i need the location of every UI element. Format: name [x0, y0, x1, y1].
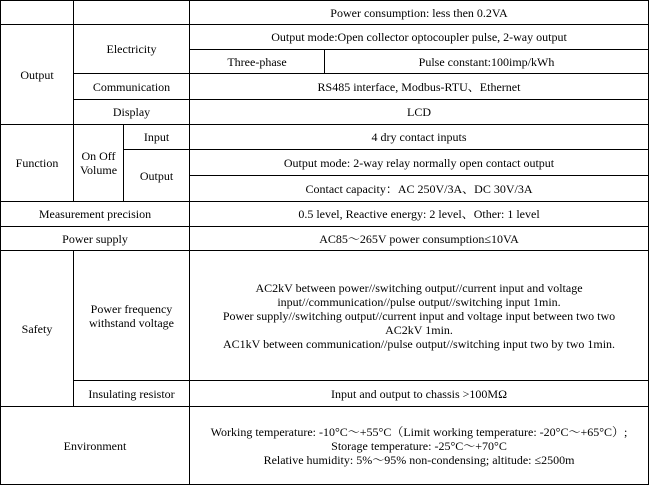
three-phase-label: Three-phase: [190, 50, 325, 74]
insulating-resistor-label: Insulating resistor: [74, 381, 190, 407]
on-off-volume-label: [74, 125, 124, 202]
function-input-label: Input: [124, 125, 190, 150]
pf-text-line: Power supply//switching output//current input and voltage input between two two: [222, 308, 616, 323]
safety-label: Safety: [1, 251, 74, 407]
display-label: Display: [74, 100, 190, 125]
environment-label: Environment: [1, 407, 190, 485]
volume-line: Volume: [79, 163, 118, 177]
pf-text-line: AC2kV 1min.: [385, 322, 453, 337]
communication-row: [1, 74, 649, 100]
insulating-resistor-value: Input and output to chassis >100MΩ: [190, 381, 649, 407]
output-electricity-row: [1, 25, 649, 50]
blank-cell: [1, 1, 74, 25]
output-mode-value: Output mode:Open collector optocoupler pulse, 2-way output: [190, 25, 649, 50]
power-consumption-row: [1, 1, 649, 25]
pf-text-line: AC2kV between power//switching output//current input and voltage: [255, 280, 583, 295]
pulse-constant-value: Pulse constant:100imp/kWh: [325, 50, 649, 74]
communication-label: Communication: [74, 74, 190, 100]
output-label: Output: [1, 25, 74, 125]
function-label: Function: [1, 125, 74, 202]
contact-capacity-value: Contact capacity：AC 250V/3A、DC 30V/3A: [190, 176, 649, 202]
measurement-row: [1, 202, 649, 227]
withstand-voltage-line: withstand voltage: [89, 315, 174, 330]
measurement-label: Measurement precision: [1, 202, 190, 227]
pf-text-line: AC1kV between communication//pulse output//switching input two by two 1min.: [222, 336, 616, 351]
display-value: LCD: [190, 100, 649, 125]
function-input-row: [1, 125, 649, 150]
power-supply-label: Power supply: [1, 227, 190, 251]
env-text-line: Working temperature: -10°C～+55°C（Limit working temperature: -20°C～+65°C）;: [210, 424, 628, 439]
blank-cell: [74, 1, 190, 25]
function-output-mode: Output mode: 2-way relay normally open contact output: [190, 150, 649, 176]
display-row: [1, 100, 649, 125]
pf-text-line: input//communication//pulse output//switching input 1min.: [277, 294, 561, 309]
power-consumption-value: Power consumption: less then 0.2VA: [190, 1, 649, 25]
power-frequency-label: [74, 251, 190, 381]
measurement-value: 0.5 level, Reactive energy: 2 level、Other: 1 level: [190, 202, 649, 227]
insulating-row: [1, 381, 649, 407]
on-off-line: On Off: [81, 149, 116, 163]
electricity-label: Electricity: [74, 25, 190, 74]
env-text-line: Storage temperature: -25°C～+70°C: [331, 438, 507, 453]
power-frequency-line: Power frequency: [90, 301, 173, 316]
function-output-label: Output: [124, 150, 190, 202]
safety-pf-row: [1, 251, 649, 381]
function-input-value: 4 dry contact inputs: [190, 125, 649, 150]
env-text-line: Relative humidity: 5%～95% non-condensing; altitude: ≤2500m: [263, 452, 575, 467]
power-frequency-value: [190, 251, 649, 381]
communication-value: RS485 interface, Modbus-RTU、Ethernet: [190, 74, 649, 100]
environment-value: [190, 407, 649, 485]
environment-row: [1, 407, 649, 485]
power-supply-value: AC85～265V power consumption≤10VA: [190, 227, 649, 251]
power-supply-row: [1, 227, 649, 251]
